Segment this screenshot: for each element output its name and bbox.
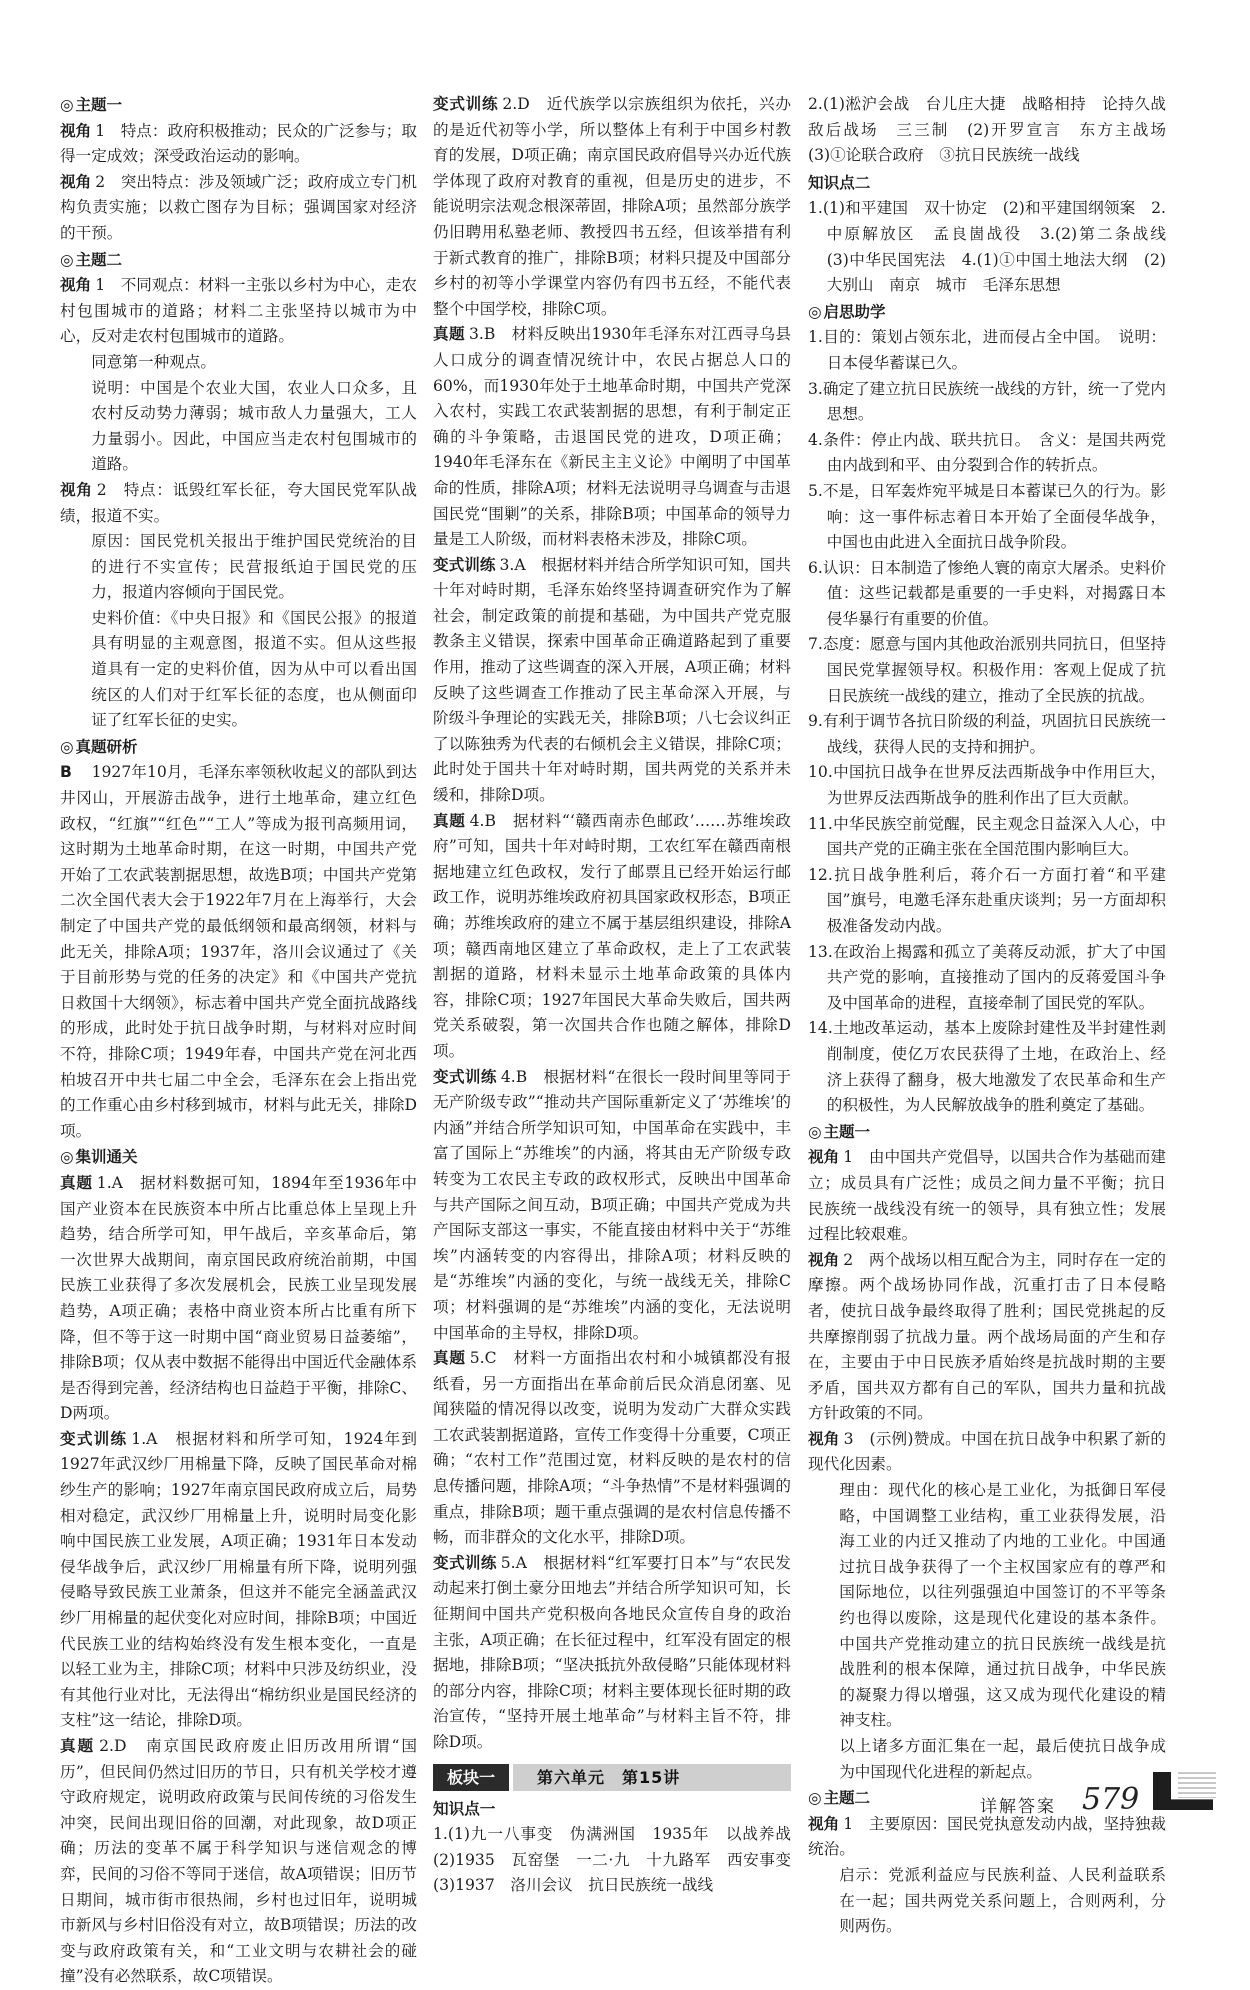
- answer-paragraph: [433, 809, 791, 1065]
- item-text: 2.(1)淞沪会战 台儿庄大捷 战略相持 论持久战 敌后战场 三三制 (2)开罗宣言 东方主战场 (3)①论联合政府 ③抗日民族统一战线: [808, 95, 1182, 165]
- item-text: 原因：国民党机关报出于维护国民党统治的目的进行不实宣传；民营报纸迫于国民党的压力，报道内容倾向于国民党。: [91, 532, 417, 602]
- answer-paragraph: [433, 1822, 807, 1899]
- item-text: 1 特点：政府积极推动；民众的广泛参与；取得一定成效；深受政治运动的影响。: [60, 121, 417, 166]
- answer-paragraph: [433, 92, 791, 322]
- item-text: 启示：党派利益应与民族利益、人民利益联系在一起；国共两党关系问题上，合则两利，分则两伤。: [839, 1865, 1166, 1936]
- item-text: 6.认识：日本制造了惨绝人寰的南京大屠杀。史料价值：这些记载都是重要的一手史料，对揭露日本侵华暴行有重要的价值。: [808, 558, 1166, 628]
- answer-paragraph: [60, 760, 417, 1144]
- item-text: 2.D 近代族学以宗族组织为依托，兴办的是近代初等小学，所以整体上有利于中国乡村教育的发展，D项正确；南京国民政府倡导兴办近代族学体现了政府对教育的重视，但是历史的进步，不能说明宗法观念根深蒂固，排除A项；虽然部分族学仍旧聘用私塾老师、教授四书五经，但该举措有利于新式教育的推广，排除B项；材料只提及中国部分乡村的初等小学课堂内容仍有四书五经，不能代表整个中国学校，排除C项。: [433, 95, 791, 318]
- item-label: 真题: [433, 1349, 466, 1368]
- numbered-item: [808, 479, 1166, 556]
- item-text: 3.B 材料反映出1930年毛泽东对江西寻乌县人口成分的调查情况统计中，农民占据总人口的60%，而1930年处于土地革命时期，中国共产党深入农村，实践工农武装割据的思想，有利于制定正确的斗争策略，击退国民党的进攻，D项正确；1940年毛泽东在《新民主主义论》中阐明了中国革命的性质，排除A项；材料无法说明寻乌调查与击退国民党“围剿”的关系，排除B项；中国革命的领导力量是工人阶级，而材料表格未涉及，排除C项。: [433, 325, 791, 549]
- section-heading: ◎ 真题研析: [60, 735, 417, 761]
- section-heading: ◎ 主题一: [60, 93, 417, 119]
- item-text: 5.不是，日军轰炸宛平城是日本蓄谋已久的行为。影响：这一事件标志着日本开始了全面侵华战争，中国也由此进入全面抗日战争阶段。: [808, 481, 1166, 552]
- item-text: 3 (示例)赞成。中国在抗日战争中积累了新的现代化因素。: [808, 1429, 1166, 1474]
- item-label: 变式训练: [433, 95, 499, 113]
- answer-paragraph: [808, 1812, 1166, 1863]
- indented-paragraph: [60, 529, 417, 606]
- answer-paragraph: [60, 478, 417, 529]
- answer-paragraph: [433, 553, 791, 809]
- answer-paragraph: [60, 1427, 417, 1734]
- item-label: 变式训练: [60, 1429, 128, 1448]
- answer-paragraph: [60, 1734, 417, 1990]
- item-text: 5.C 材料一方面指出农村和小城镇都没有报纸看，另一方面指出在革命前后民众消息闭塞、见闻狭隘的情况得以改变，说明为发动广大群众实践工农武装割据道路，宣传工作变得十分重要，C项正确；“农村工作”范围过宽，材料反映的是农村的信息传播问题，排除A项；“斗争热情”不是材料强调的重点，排除B项；题干重点强调的是农村信息传播不畅，而非群众的文化水平，排除D项。: [433, 1349, 791, 1547]
- answer-paragraph: [60, 273, 417, 350]
- page-number: 579: [1082, 1782, 1140, 1817]
- item-label: 变式训练: [433, 1553, 497, 1572]
- footer-label: 详解答案: [980, 1797, 1056, 1817]
- answer-paragraph: [433, 1346, 791, 1551]
- item-text: 理由：现代化的核心是工业化，为抵御日军侵略，中国调整工业结构，重工业获得发展，沿海工业的内迁又推动了内地的工业化。中国通过抗日战争获得了一个主权国家应有的尊严和国际地位，以往列强强迫中国签订的不平等条约也得以废除，这是现代化建设的基本条件。中国共产党推动建立的抗日民族统一战线是抗战胜利的根本保障，通过抗日战争，中华民族的凝聚力得以增强，这又成为现代化建设的精神支柱。: [839, 1481, 1166, 1730]
- item-text: 12.抗日战争胜利后，蒋介石一方面打着“和平建国”旗号，电邀毛泽东赴重庆谈判；另一方面却积极准备发动内战。: [808, 865, 1166, 935]
- numbered-item: [808, 196, 1182, 298]
- item-label: 变式训练: [433, 1067, 497, 1086]
- item-label: 视角: [808, 1814, 840, 1833]
- numbered-item: [808, 940, 1166, 1017]
- answer-paragraph: [60, 170, 417, 247]
- item-text: 1927年10月，毛泽东率领秋收起义的部队到达井冈山，开展游击战争，进行土地革命，建立红色政权，“红旗”“红色”“工人”等成为报刊高频用词，这时期为土地革命时期，在这一时期，中国共产党开始了工农武装割据思想，故选B项；中国共产党第二次全国代表大会于1922年7月在上海举行，大会制定了中国共产党的最低纲领和最高纲领，材料与此无关，排除A项；1937年，洛川会议通过了《关于目前形势与党的任务的决定》和《中国共产党抗日救国十大纲领》，标志着中国共产党全面抗战路线的形成，此时处于抗日战争时期，与材料对应时间不符，排除C项；1949年春，中国共产党在河北西柏坡召开中共七届二中全会，毛泽东在会上指出党的工作重心由乡村移到城市，材料与此无关，排除D项。: [60, 763, 417, 1140]
- item-label: 视角: [808, 1250, 840, 1269]
- item-text: 3.A 根据材料并结合所学知识可知，国共十年对峙时期，毛泽东始终坚持调查研究作为了解社会，制定政策的前提和基础，为中国共产党克服教条主义错误，探索中国革命正确道路起到了重要作用，推动了这些调查的深入开展，A项正确；材料反映了这些调查工作推动了民主革命深入开展，与阶级斗争理论的实践无关，排除B项；八七会议纠正了以陈独秀为代表的右倾机会主义错误，排除C项；此时处于国共十年对峙时期，国共两党的关系并未缓和，排除D项。: [433, 555, 791, 805]
- answer-paragraph: [808, 92, 1182, 169]
- item-text: 14.土地改革运动，基本上废除封建性及半封建性剥削制度，使亿万农民获得了土地，在政治上、经济上获得了翻身，极大地激发了农民革命和生产的积极性，为人民解放战争的胜利奠定了基础。: [808, 1019, 1166, 1115]
- item-text: 1 由中国共产党倡导，以国共合作为基础而建立；成员具有广泛性；成员之间力量不平衡；抗日民族统一战线没有统一的领导，具有独立性；发展过程比较艰难。: [808, 1148, 1166, 1244]
- answer-paragraph: [433, 1551, 791, 1756]
- answer-paragraph: [433, 322, 791, 552]
- item-text: 2 特点：诋毁红军长征，夸大国民党军队战绩，报道不实。: [60, 480, 417, 525]
- numbered-item: [808, 709, 1166, 760]
- knowledge-point-heading: 知识点一: [433, 1799, 496, 1818]
- unit-banner: [433, 1764, 791, 1791]
- numbered-item: [808, 556, 1166, 633]
- item-text: 1 主要原因：国民党执意发动内战，坚持独裁统治。: [808, 1814, 1166, 1859]
- item-text: 说明：中国是个农业大国，农业人口众多，且农村反动势力薄弱；城市敌人力量强大，工人力量弱小。因此，中国应当走农村包围城市的道路。: [91, 378, 417, 474]
- indented-paragraph: [60, 606, 417, 734]
- item-label: 变式训练: [433, 555, 496, 574]
- item-text: 史料价值：《中央日报》和《国民公报》的报道具有明显的主观意图，报道不实。但从这些报道具有一定的史料价值，因为从中可以看出国统区的人们对于红军长征的态度，也从侧面印证了红军长征的史实。: [91, 608, 417, 730]
- numbered-item: [808, 428, 1166, 479]
- section-heading: ◎ 集训通关: [60, 1145, 417, 1171]
- item-text: 1.A 据材料数据可知，1894年至1936年中国产业资本在民族资本中所占比重总体上呈现上升趋势，结合所学可知，甲午战后，辛亥革命后，第一次世界大战期间，南京国民政府统治前期，中国民族工业获得了多次发展机会，民族工业呈现发展趋势，A项正确；表格中商业资本所占比重有所下降，但不等于这一时期中国“商业贸易日益萎缩”，排除B项；仅从表中数据不能得出中国近代金融体系是否得到完善，经济结构也日益趋于平衡，排除C、D两项。: [60, 1173, 417, 1423]
- indented-paragraph: [60, 376, 417, 478]
- item-text: 13.在政治上揭露和孤立了美蒋反动派，扩大了中国共产党的影响，直接推动了国内的反蒋爱国斗争及中国革命的进程，直接牵制了国民党的军队。: [808, 942, 1166, 1012]
- answer-paragraph: [433, 1065, 791, 1347]
- item-label: B: [60, 763, 72, 782]
- banner-block: 板块一: [433, 1764, 509, 1791]
- item-text: 以上诸多方面汇集在一起，最后使抗日战争成为中国现代化进程的新起点。: [839, 1737, 1166, 1781]
- item-label: 视角: [60, 172, 92, 191]
- item-label: 视角: [60, 121, 92, 140]
- item-label: 真题: [60, 1737, 96, 1755]
- column-left: [60, 92, 417, 1990]
- numbered-item: [808, 377, 1166, 428]
- item-text: 1.目的：策划占领东北，进而侵占全中国。 说明：日本侵华蓄谋已久。: [808, 328, 1166, 372]
- numbered-item: [808, 760, 1166, 811]
- item-text: 9.有利于调节各抗日阶级的利益，巩固抗日民族统一战线，获得人民的支持和拥护。: [808, 712, 1166, 756]
- numbered-item: [808, 812, 1166, 863]
- indented-paragraph: [808, 1863, 1166, 1940]
- numbered-item: [808, 632, 1166, 709]
- column-middle: [433, 92, 807, 1899]
- indented-paragraph: [808, 1734, 1166, 1785]
- section-heading: ◎ 主题一: [808, 1120, 1166, 1146]
- answer-paragraph: [60, 119, 417, 170]
- item-text: 7.态度：愿意与国内其他政治派别共同抗日，但坚持国民党掌握领导权。积极作用：客观上促成了抗日民族统一战线的建立，推动了全民族的抗战。: [808, 635, 1166, 705]
- item-label: 视角: [808, 1148, 840, 1167]
- item-text: 2 突出特点：涉及领域广泛；政府成立专门机构负责实施；以救亡图存为目标；强调国家对经济的干预。: [60, 172, 417, 242]
- item-text: 2 两个战场以相互配合为主，同时存在一定的摩擦。两个战场协同作战，沉重打击了日本侵略者，使抗日战争最终取得了胜利；国民党挑起的反共摩擦削弱了抗战力量。两个战场局面的产生和存在，主要由于中日民族矛盾始终是抗战时期的主要矛盾，国共双方都有自己的军队，国共力量和抗战方针政策的不同。: [808, 1250, 1166, 1423]
- indented-paragraph: [60, 350, 417, 376]
- item-label: 真题: [433, 811, 466, 830]
- item-label: 视角: [60, 480, 93, 499]
- answer-paragraph: [808, 1248, 1166, 1427]
- answer-paragraph: [60, 1171, 417, 1427]
- item-text: 2.D 南京国民政府废止旧历改用所谓“国历”，但民间仍然过旧历的节日，只有机关学校才遵守政府规定，说明政府政策与民间传统的习俗发生冲突，民间出现旧俗的回潮，对此现象，故D项正确；历法的变革不属于科学知识与迷信观念的博弈，民间的习俗不等同于迷信，故A项错误；旧历节日期间，城市街市很热闹，乡村也过旧年，说明城市新风与乡村旧俗没有对立，故B项错误；历法的改变与政府政策有关，和“工业文明与农耕社会的碰撞”没有必然联系，故C项错误。: [60, 1737, 417, 1986]
- numbered-item: [808, 325, 1166, 376]
- section-heading: ◎ 主题二: [60, 248, 417, 274]
- item-label: 真题: [60, 1173, 93, 1192]
- corner-lines: [1178, 1772, 1216, 1798]
- item-label: 视角: [60, 276, 92, 295]
- item-label: 真题: [433, 325, 465, 344]
- section-heading: ◎ 启思助学: [808, 300, 1166, 326]
- item-text: 同意第一种观点。: [91, 352, 216, 371]
- numbered-item: [808, 1016, 1166, 1118]
- item-text: 4.条件：停止内战、联共抗日。 含义：是国共两党由内战到和平、由分裂到合作的转折点。: [808, 430, 1166, 475]
- numbered-item: [808, 863, 1166, 940]
- item-text: 1.(1)和平建国 双十协定 (2)和平建国纲领案 2.中原解放区 孟良崮战役 3.(2)第二条战线 (3)中华民国宪法 4.(1)①中国土地法大纲 (2)大别山 南京 城市 毛泽东思想: [808, 199, 1182, 295]
- item-label: 视角: [808, 1429, 840, 1448]
- answer-paragraph: [808, 1145, 1166, 1247]
- indented-paragraph: [808, 1478, 1166, 1734]
- column-right: [808, 92, 1182, 1940]
- item-text: 4.B 据材料“‘赣西南赤色邮政’……苏维埃政府”可知，国共十年对峙时期，工农红军在赣西南根据地建立红色政权，发行了邮票且已经开始运行邮政工作，说明苏维埃政府初具国家政权形态，B项正确；苏维埃政府的建立不属于基层组织建设，排除A项；赣西南地区建立了革命政权，走上了工农武装割据的道路，材料未显示土地革命政策的具体内容，排除C项；1927年国民大革命失败后，国共两党关系破裂，第一次国共合作也随之解体，排除D项。: [433, 811, 791, 1060]
- item-text: 10.中国抗日战争在世界反法西斯战争中作用巨大，为世界反法西斯战争的胜利作出了巨大贡献。: [808, 763, 1166, 808]
- item-text: 1.(1)九一八事变 伪满洲国 1935年 以战养战 (2)1935 瓦窑堡 一二·九 十九路军 西安事变 (3)1937 洛川会议 抗日民族统一战线: [433, 1825, 807, 1895]
- item-text: 4.B 根据材料“在很长一段时间里等同于无产阶级专政”“推动共产国际重新定义了‘苏维埃’的内涵”并结合所学知识可知，中国革命在实践中，丰富了国际上“苏维埃”的内涵，将其由无产阶级专政转变为工农民主专政的政权形式，反映出中国革命与共产国际之间互动，B项正确；中国共产党成为共产国际支部这一事实，不能直接由材料中关于“苏维埃”内涵转变的内容得出，排除A项；材料反映的是“苏维埃”内涵的变化，与统一战线无关，排除C项；材料强调的是“苏维埃”内涵的变化，无法说明中国革命的主导权，排除D项。: [433, 1067, 791, 1342]
- item-text: 1.A 根据材料和所学可知，1924年到1927年武汉纱厂用棉量下降，反映了国民革命对棉纱生产的影响；1927年南京国民政府成立后，局势相对稳定，武汉纱厂用棉量上升，说明时局变化影响中国民族工业发展，A项正确；1931年日本发动侵华战争后，武汉纱厂用棉量有所下降，说明列强侵略导致民族工业萧条，但这并不能完全涵盖武汉纱厂用棉量的起伏变化对应时间，排除B项；中国近代民族工业的结构始终没有发生根本变化，一直是以轻工业为主，排除C项；材料中只涉及纺织业，没有其他行业对比，无法得出“棉纺织业是国民经济的支柱”这一结论，排除D项。: [60, 1429, 417, 1730]
- knowledge-point-heading: 知识点二: [808, 173, 871, 192]
- item-text: 3.确定了建立抗日民族统一战线的方针，统一了党内思想。: [808, 379, 1166, 424]
- section-heading: ◎ 主题二: [808, 1786, 1166, 1812]
- answer-paragraph: [808, 1427, 1166, 1478]
- banner-unit: 第六单元 第15讲: [509, 1764, 791, 1791]
- item-text: 11.中华民族空前觉醒，民主观念日益深入人心，中国共产党的正确主张在全国范围内影响巨大。: [808, 814, 1166, 859]
- item-text: 5.A 根据材料“红军要打日本”与“农民发动起来打倒土豪分田地去”并结合所学知识可知，长征期间中国共产党积极向各地民众宣传自身的政治主张，A项正确；在长征过程中，红军没有固定的根据地，排除B项；“坚决抵抗外敌侵略”只能体现材料的部分内容，排除C项；材料主要体现长征时期的政治宣传，“坚持开展土地革命”与材料主旨不符，排除D项。: [433, 1553, 791, 1751]
- item-text: 1 不同观点：材料一主张以乡村为中心，走农村包围城市的道路；材料二主张坚持以城市为中心，反对走农村包围城市的道路。: [60, 276, 417, 346]
